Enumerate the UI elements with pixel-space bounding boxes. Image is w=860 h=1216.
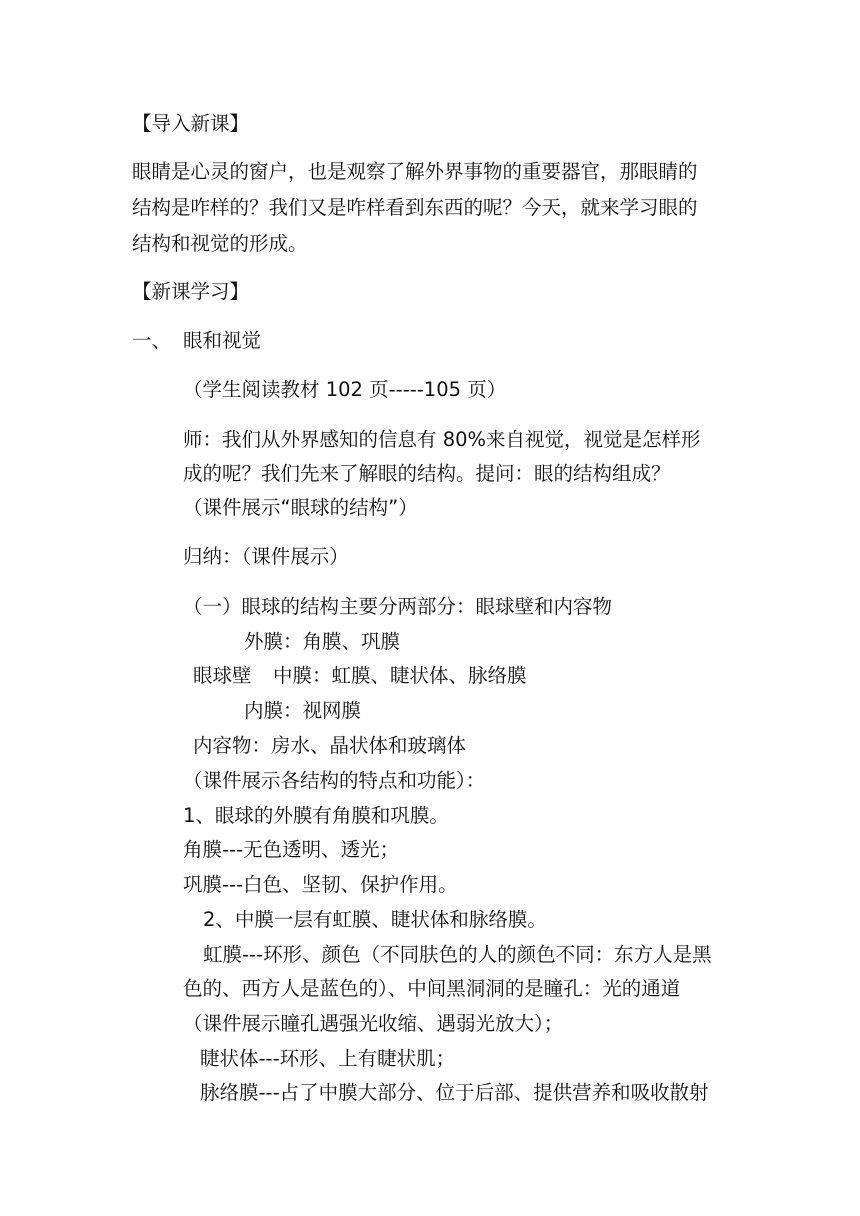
choroid-line: 脉络膜---占了中膜大部分、位于后部、提供营养和吸收散射 — [200, 1081, 709, 1104]
structure-title: （一）眼球的结构主要分两部分：眼球壁和内容物 — [183, 595, 613, 618]
ciliary-line: 睫状体---环形、上有睫状肌； — [200, 1047, 456, 1070]
middle-membrane: 中膜：虹膜、睫状体、脉络膜 — [273, 664, 527, 687]
heading-intro: 【导入新课】 — [132, 112, 250, 135]
iris-line: 虹膜---环形、颜色（不同肤色的人的颜色不同：东方人是黑 — [203, 943, 712, 966]
section-title: 眼和视觉 — [183, 329, 262, 352]
iris-line: （课件展示瞳孔遇强光收缩、遇弱光放大）； — [183, 1012, 564, 1035]
teacher-line: （课件展示“眼球的结构”） — [183, 496, 418, 519]
eyeball-wall: 眼球壁 — [193, 664, 252, 687]
heading-new-lesson: 【新课学习】 — [132, 280, 250, 303]
contents: 内容物：房水、晶状体和玻璃体 — [193, 734, 467, 757]
item-2: 2、中膜一层有虹膜、睫状体和脉络膜。 — [203, 908, 547, 931]
intro-line: 结构是咋样的？我们又是咋样看到东西的呢？今天，就来学习眼的 — [132, 196, 698, 219]
section-number: 一、 — [132, 329, 172, 352]
inner-membrane: 内膜：视网膜 — [244, 699, 362, 722]
features-note: （课件展示各结构的特点和功能）： — [183, 769, 486, 792]
teacher-line: 成的呢？我们先来了解眼的结构。提问：眼的结构组成？ — [183, 462, 671, 485]
cornea-line: 角膜---无色透明、透光； — [183, 838, 400, 861]
sclera-line: 巩膜---白色、坚韧、保护作用。 — [183, 873, 458, 896]
reading-note: （学生阅读教材 102 页-----105 页） — [183, 378, 507, 401]
intro-line: 眼睛是心灵的窗户，也是观察了解外界事物的重要器官，那眼睛的 — [132, 160, 698, 183]
item-1: 1、眼球的外膜有角膜和巩膜。 — [183, 804, 449, 827]
outer-membrane: 外膜：角膜、巩膜 — [244, 630, 401, 653]
summary-label: 归纳：（课件展示） — [183, 545, 349, 568]
intro-line: 结构和视觉的形成。 — [132, 232, 308, 255]
iris-line: 色的、西方人是蓝色的）、中间黑洞洞的是瞳孔：光的通道 — [183, 977, 681, 1000]
teacher-line: 师：我们从外界感知的信息有 80%来自视觉，视觉是怎样形 — [183, 428, 701, 451]
